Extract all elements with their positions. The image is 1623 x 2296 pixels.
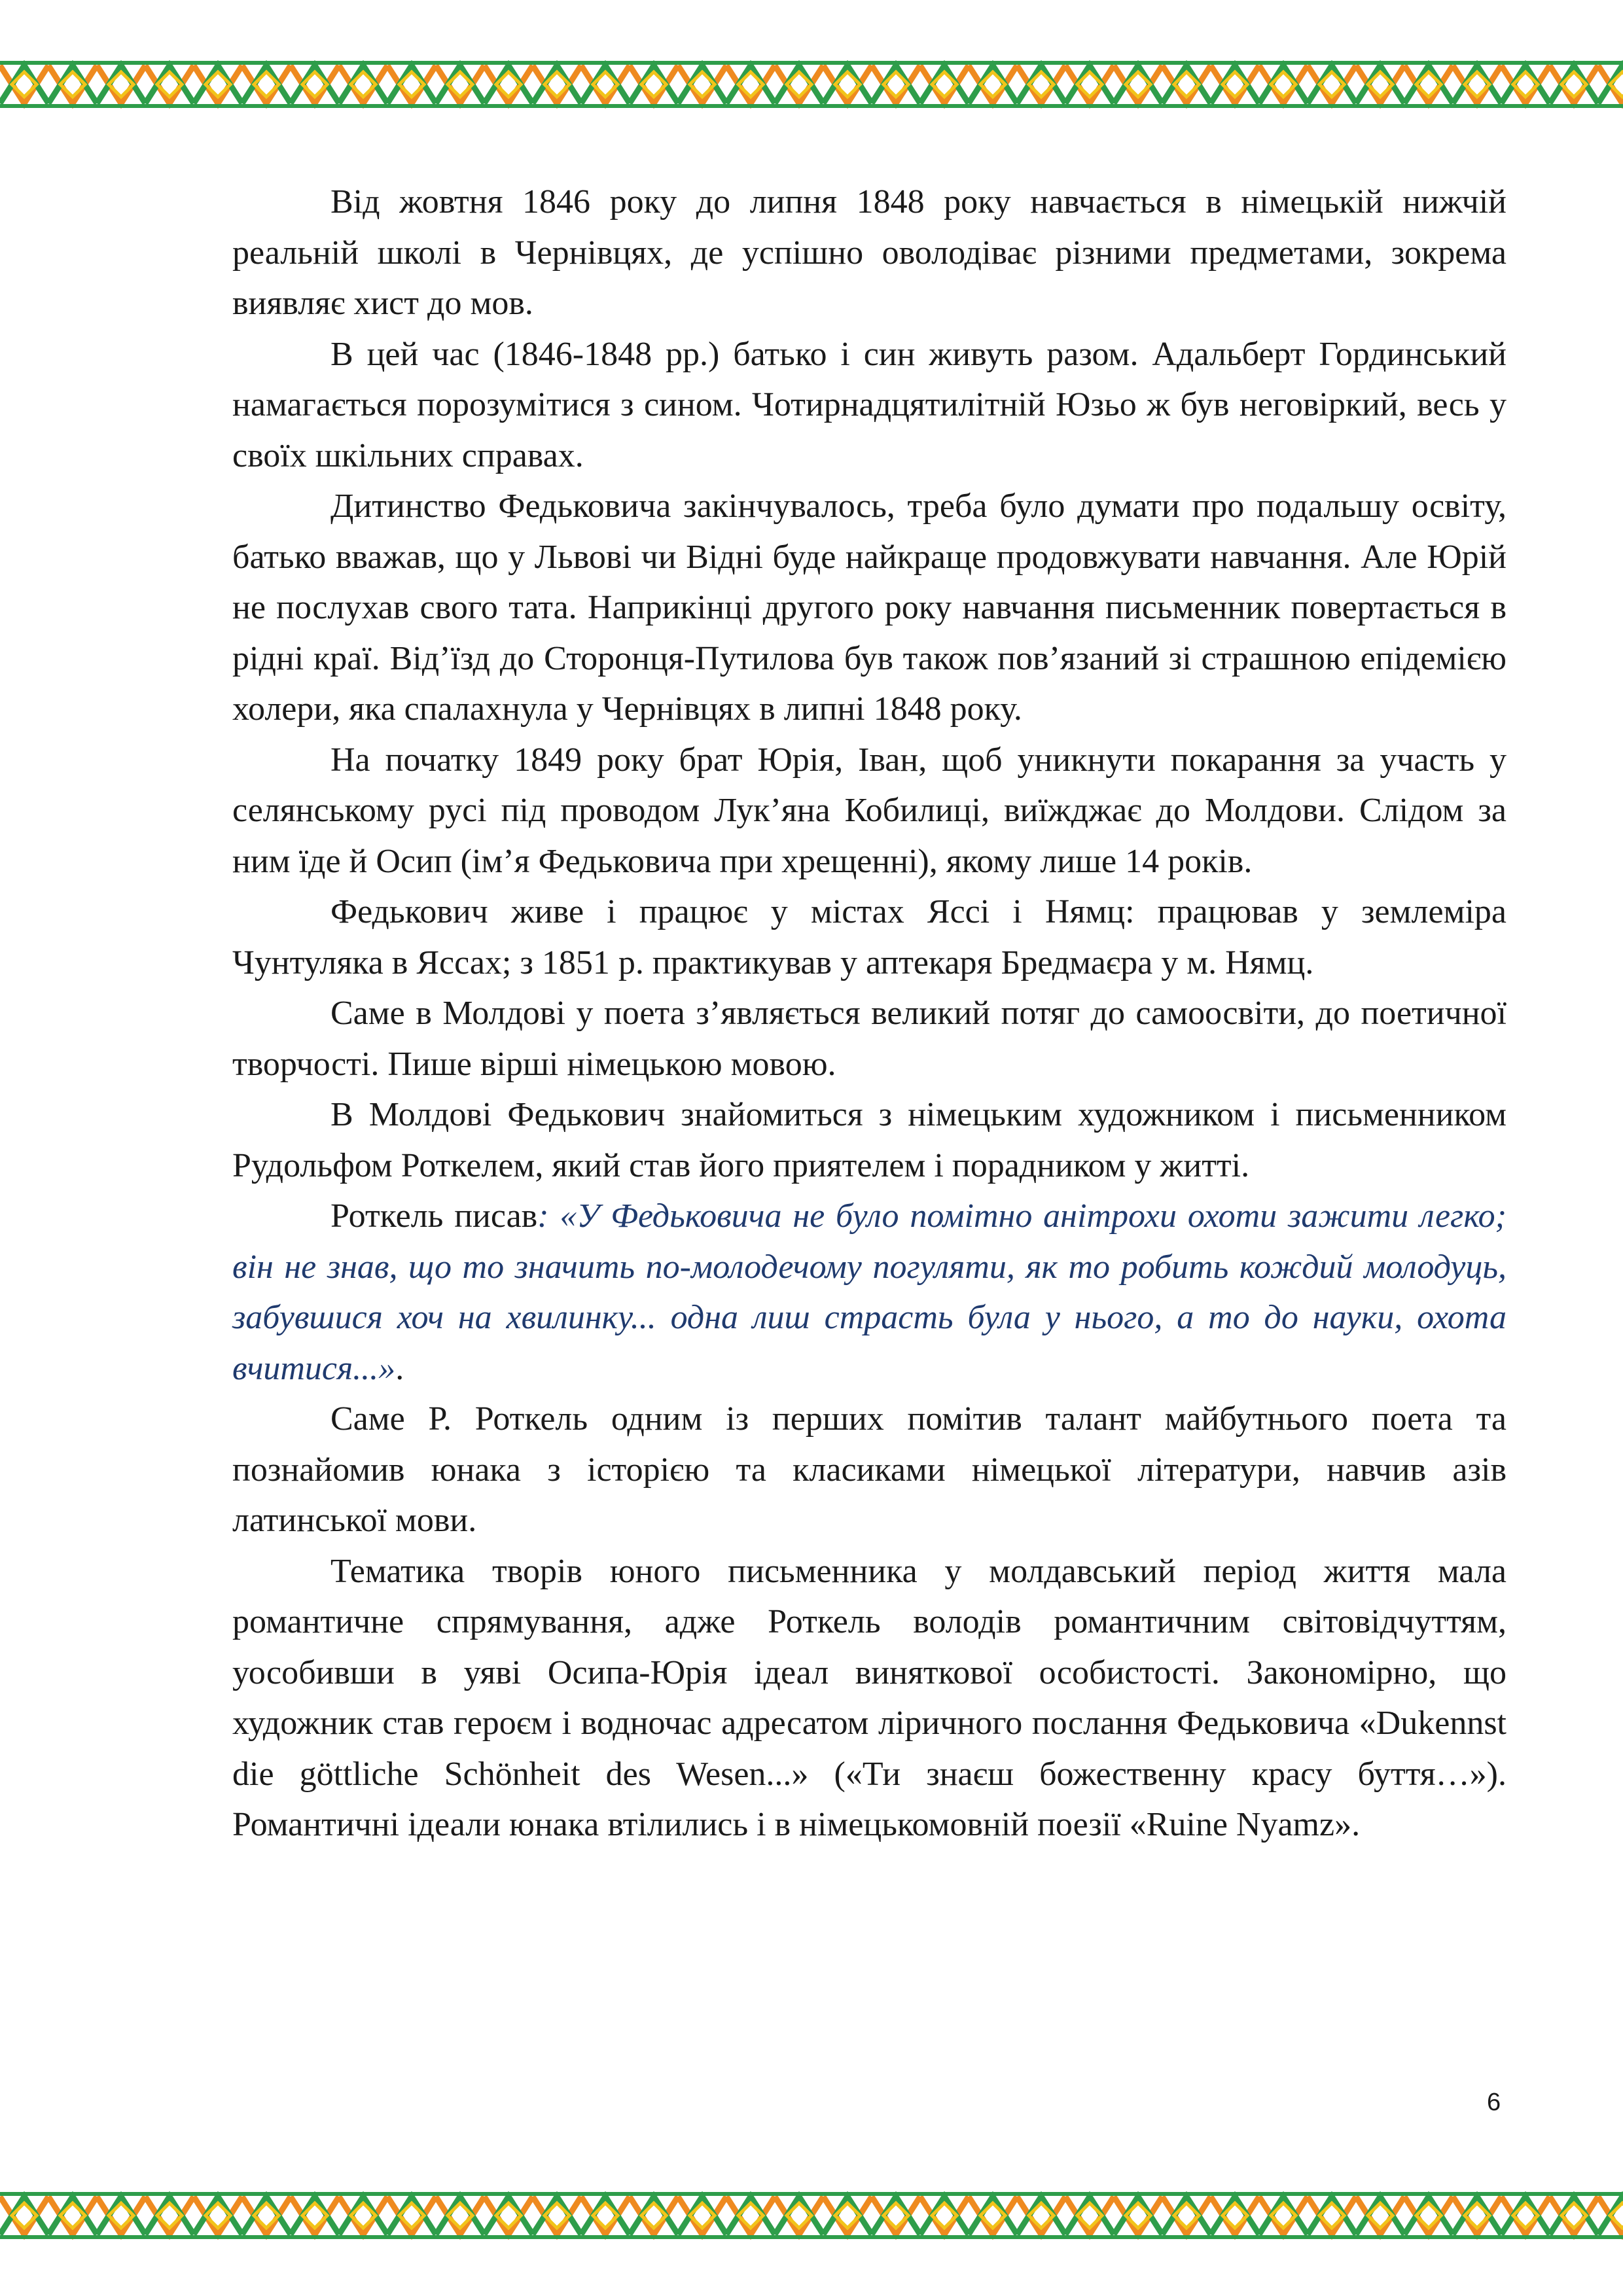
quote-tail: . [395,1349,404,1387]
decorative-border-bottom [0,2191,1623,2240]
document-body [232,177,1507,1850]
paragraph-9: Саме Р. Роткель одним із перших помітив талант майбутнього поета та познайомив юнака з історією та класиками німецької літератури, навчив азів латинської мови. [232,1400,1507,1539]
paragraph-5: Федькович живе і працює у містах Яссі і Нямц: працював у землеміра Чунтуляка в Яссах; з 1851 р. практикував у аптекаря Бредмаєра у м. Нямц. [232,893,1507,981]
paragraph-4: На початку 1849 року брат Юрія, Іван, щоб уникнути покарання за участь у селянському русі під проводом Лук’яна Кобилиці, виїжджає до Молдови. Слідом за ним їде й Осип (ім’я Федьковича при хрещенні), якому лише 14 років. [232,741,1507,880]
quote-paragraph [232,1191,1507,1394]
paragraph-2: В цей час (1846-1848 рр.) батько і син живуть разом. Адальберт Гординський намагається порозумітися з сином. Чотирнадцятилітній Юзьо ж був неговіркий, весь у своїх шкільних справах. [232,335,1507,474]
paragraph-1: Від жовтня 1846 року до липня 1848 року навчається в німецькій нижчій реальній школі в Чернівцях, де успішно оволодіває різними предметами, зокрема виявляє хист до мов. [232,183,1507,322]
decorative-border-top [0,60,1623,109]
quote-lead: Роткель писав [330,1197,538,1235]
page-number: 6 [1487,2089,1501,2116]
paragraph-3: Дитинство Федьковича закінчувалось, треба було думати про подальшу освіту, батько вважав, що у Львові чи Відні буде найкраще продовжувати навчання. Але Юрій не послухав свого тата. Наприкінці другого року навчання письменник повертається в рідні краї. Від’їзд до Сторонця-Путилова був також пов’язаний зі страшною епідемією холери, яка спалахнула у Чернівцях в липні 1848 року. [232,487,1507,728]
paragraph-7: В Молдові Федькович знайомиться з німецьким художником і письменником Рудольфом Роткелем, який став його приятелем і порадником у житті. [232,1096,1507,1184]
paragraph-10: Тематика творів юного письменника у молдавський період життя мала романтичне спрямування, адже Роткель володів романтичним світовідчуттям, уособивши в уяві Осипа-Юрія ідеал виняткової особистості. Закономірно, що художник став героєм і водночас адресатом ліричного послання Федьковича «Dukennst die göttliche Schönheit des Wesen...» («Ти знаєш божественну красу буття…»). Романтичні ідеали юнака втілились і в німецькомовній поезії «Ruine Nyamz». [232,1552,1507,1843]
paragraph-6: Саме в Молдові у поета з’являється великий потяг до самоосвіти, до поетичної творчості. Пише вірші німецькою мовою. [232,995,1507,1083]
rotkel-quote: : «У Федьковича не було помітно анітрохи охоти зажити легко; він не знав, що то значить по-молодечому погуляти, як то робить кождий молодуць, забувшися хоч на хвилинку... одна лиш страсть була у нього, а то до науки, охота вчитися...» [232,1197,1507,1387]
